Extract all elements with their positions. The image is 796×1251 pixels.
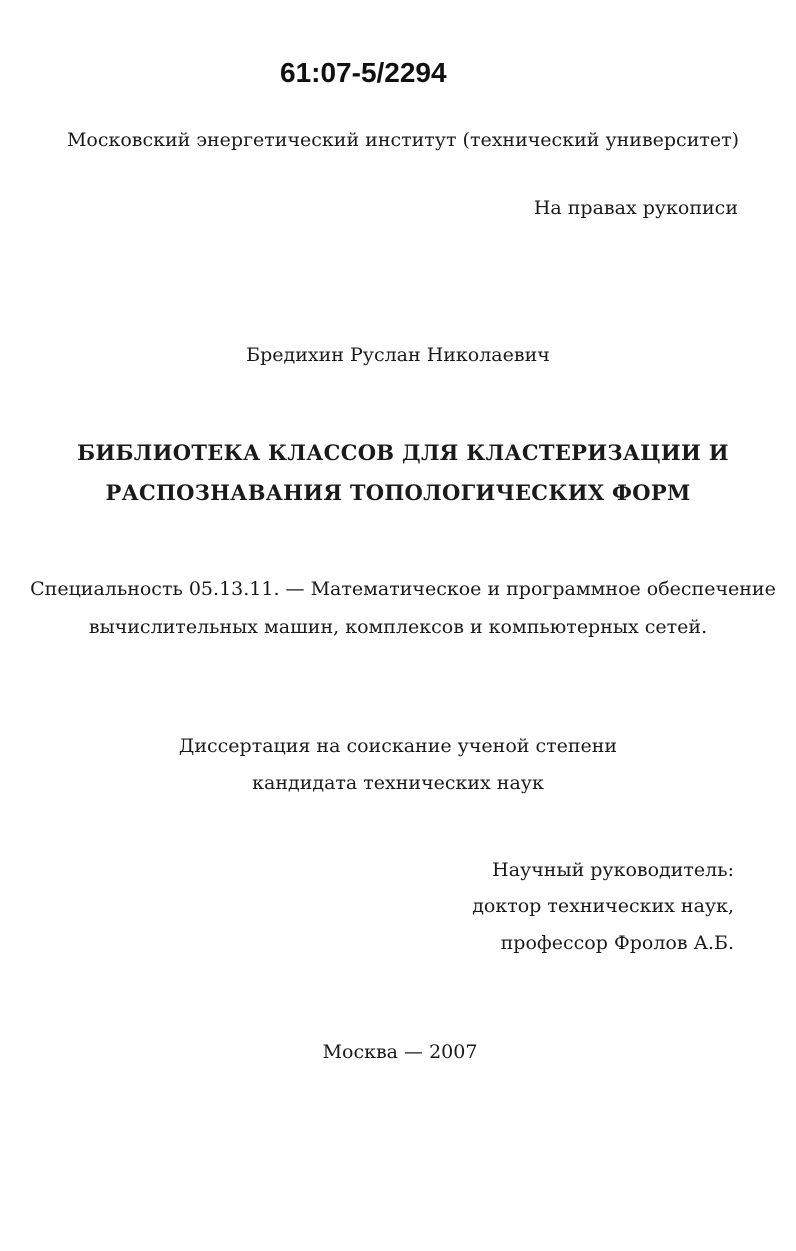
thesis-title-line-2: РАСПОЗНАВАНИЯ ТОПОЛОГИЧЕСКИХ ФОРМ	[105, 480, 691, 505]
degree-line-1: Диссертация на соискание ученой степени	[178, 735, 618, 757]
institute-name: Московский энергетический институт (технический университет)	[66, 129, 740, 151]
city-year: Москва — 2007	[322, 1041, 478, 1063]
specialty-line-1: Специальность 05.13.11. — Математическое и программное обеспечение	[30, 578, 776, 600]
rights-note: На правах рукописи	[533, 197, 738, 219]
supervisor-name: профессор Фролов А.Б.	[500, 932, 734, 954]
thesis-title-line-1: БИБЛИОТЕКА КЛАССОВ ДЛЯ КЛАСТЕРИЗАЦИИ И	[77, 440, 729, 465]
supervisor-degree: доктор технических наук,	[472, 895, 734, 917]
supervisor-label: Научный руководитель:	[492, 859, 734, 881]
degree-line-2: кандидата технических наук	[252, 772, 544, 794]
author-name: Бредихин Руслан Николаевич	[246, 344, 550, 366]
specialty-line-2: вычислительных машин, комплексов и компьютерных сетей.	[88, 616, 708, 638]
archive-stamp: 61:07-5/2294	[280, 57, 447, 88]
